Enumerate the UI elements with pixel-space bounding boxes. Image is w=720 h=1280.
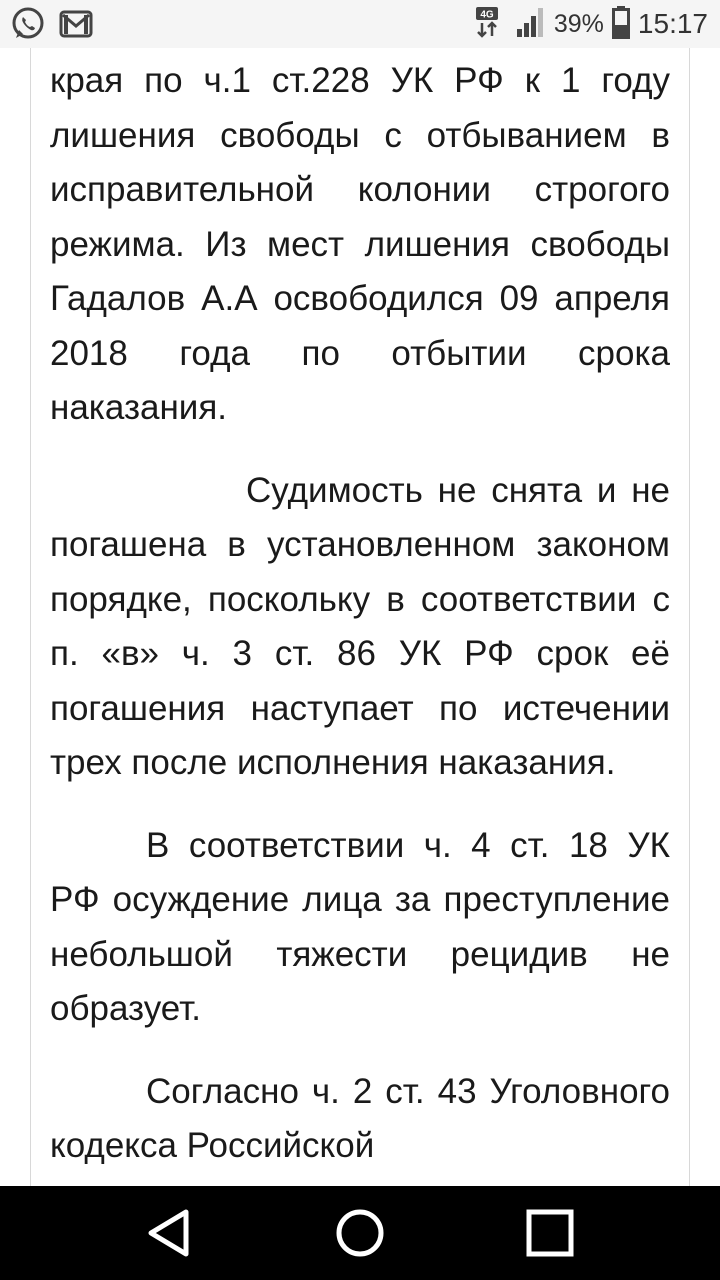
paragraph: Согласно ч. 2 ст. 43 Уголовного кодекса Российской [50,1071,670,1165]
paragraph: Судимость не снята и не погашена в установленном законом порядке, поскольку в соответствии с п. «в» ч. 3 ст. 86 УК РФ срок её погашения наступает по истечении трех после исполнения наказания. [50,470,670,782]
document-viewer[interactable] [0,48,720,1186]
network-label: 4G [480,9,494,20]
page-edge-right [689,48,690,1186]
paragraph: В соответствии ч. 4 ст. 18 УК РФ осуждение лица за преступление небольшой тяжести рецидив не образует. [50,825,670,1028]
navigation-bar [0,1186,720,1280]
back-icon[interactable] [140,1203,200,1263]
document-text [50,54,670,1174]
gmail-icon[interactable] [58,6,94,47]
page-edge-left [30,48,31,1186]
recents-icon[interactable] [520,1203,580,1263]
signal-strength-icon [516,5,546,44]
network-4g-icon [474,5,508,44]
clock: 15:17 [637,8,708,39]
whatsapp-icon[interactable] [10,6,46,47]
battery-icon [612,5,630,44]
paragraph: края по ч.1 ст.228 УК РФ к 1 году лишения свободы с отбыванием в исправительной колонии строгого режима. Из мест лишения свободы Гадалов А.А освободился 09 апреля 2018 года по отбытии срока наказания. [50,61,670,427]
home-icon[interactable] [330,1203,390,1263]
system-indicators [474,0,708,48]
status-bar [0,0,720,48]
battery-percent: 39% [553,9,604,38]
